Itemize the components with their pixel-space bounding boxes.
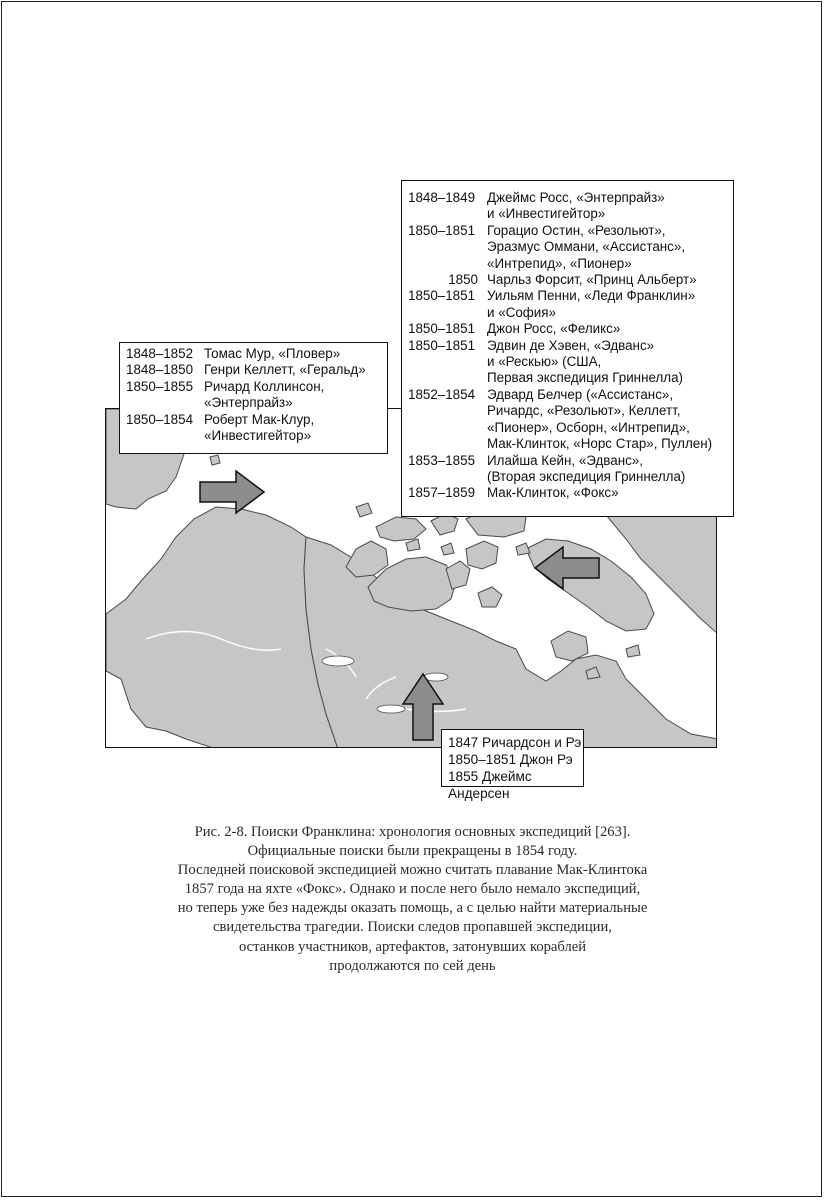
expedition-row: (Вторая экспедиция Гриннелла) [487, 468, 686, 484]
expedition-row: Первая экспедиция Гриннелла) [487, 370, 684, 386]
caption-line: Официальные поиски были прекращены в 1854 году. [247, 843, 578, 860]
expedition-row: и «Рескью» (США, [487, 354, 602, 370]
island-small-1 [356, 503, 372, 517]
arrow-north-icon [401, 672, 445, 742]
west-expeditions-box [119, 342, 388, 454]
island-small-3 [516, 543, 530, 555]
figure-caption [100, 823, 725, 976]
expedition-row: 1848–1852 Томас Мур, «Пловер» [126, 346, 341, 361]
expedition-row: 1848–1850 Генри Келлетт, «Геральд» [126, 362, 366, 378]
somerset-island [466, 541, 498, 569]
king-william-island [478, 587, 502, 607]
island-small-5 [626, 645, 640, 657]
island-small-6 [210, 455, 220, 465]
expedition-row: 1850–1855 Ричард Коллинсон, [126, 378, 325, 394]
expedition-row: 1852–1854 Эдвард Белчер («Ассистанс», [408, 386, 674, 402]
expedition-line: 1847 Ричардсон и Рэ [448, 735, 582, 750]
southampton-island [551, 631, 588, 661]
expedition-line: 1850–1851 Джон Рэ [448, 752, 573, 767]
expedition-row: 1850–1851 Эдвин де Хэвен, «Эдванс» [408, 337, 655, 353]
expedition-row: 1850–1851 Уильям Пенни, «Леди Франклин» [408, 288, 696, 304]
caption-line: свидетельства трагедии. Поиски следов пропавшей экспедиции, [213, 919, 612, 936]
expedition-row: «Пионер», Осборн, «Интрепид», [487, 419, 690, 435]
expedition-row: «Инвестигейтор» [204, 428, 312, 444]
expedition-row: 1850–1851 Джон Росс, «Феликс» [408, 321, 621, 337]
caption-line: останков участников, артефактов, затонувших кораблей [238, 938, 587, 955]
expedition-row: 1853–1855 Илайша Кейн, «Эдванс», [408, 452, 643, 468]
east-expeditions-box [401, 180, 734, 517]
expedition-row: 1857–1859 Мак-Клинток, «Фокс» [408, 485, 619, 501]
expedition-row: 1850–1851 Горацио Остин, «Резольют», [408, 222, 666, 238]
expedition-row: «Энтерпрайз» [204, 395, 293, 411]
caption-line: 1857 года на яхте «Фокс». Однако и после него было немало экспедиций, [184, 881, 641, 898]
banks-island [346, 541, 388, 577]
arrow-west-icon [533, 545, 601, 591]
expedition-row: и «София» [487, 304, 556, 320]
expedition-row: «Интрепид», «Пионер» [487, 255, 632, 271]
expedition-row: Ричардс, «Резольют», Келлетт, [487, 403, 681, 419]
alaska-land [106, 507, 338, 748]
caption-line: продолжаются по сей день [329, 957, 496, 974]
arrow-east-icon [198, 469, 266, 515]
melville-island [376, 517, 426, 541]
expedition-row: 1850 Чарльз Форсит, «Принц Альберт» [448, 272, 697, 288]
caption-line: Рис. 2-8. Поиски Франклина: хронология основных экспедиций [263]. [194, 824, 631, 840]
expedition-row: и «Инвестигейтор» [487, 206, 606, 222]
island-small-7 [441, 543, 454, 555]
expedition-row: Мак-Клинток, «Норс Стар», Пуллен) [487, 436, 713, 452]
expedition-row: 1848–1849 Джеймс Росс, «Энтерпрайз» [408, 190, 665, 205]
south-expeditions-box [441, 729, 584, 801]
caption-line: но теперь уже без надежды оказать помощь, а с целью найти материальные [177, 900, 648, 917]
expedition-row: Эразмус Оммани, «Ассистанс», [487, 239, 686, 255]
island-small-2 [406, 539, 420, 551]
expedition-line: 1855 Джеймс Андерсен [448, 769, 532, 801]
caption-line: Последней поисковой экспедицией можно считать плавание Мак-Клинтока [177, 862, 648, 879]
expedition-row: 1850–1854 Роберт Мак-Клур, [126, 411, 315, 427]
